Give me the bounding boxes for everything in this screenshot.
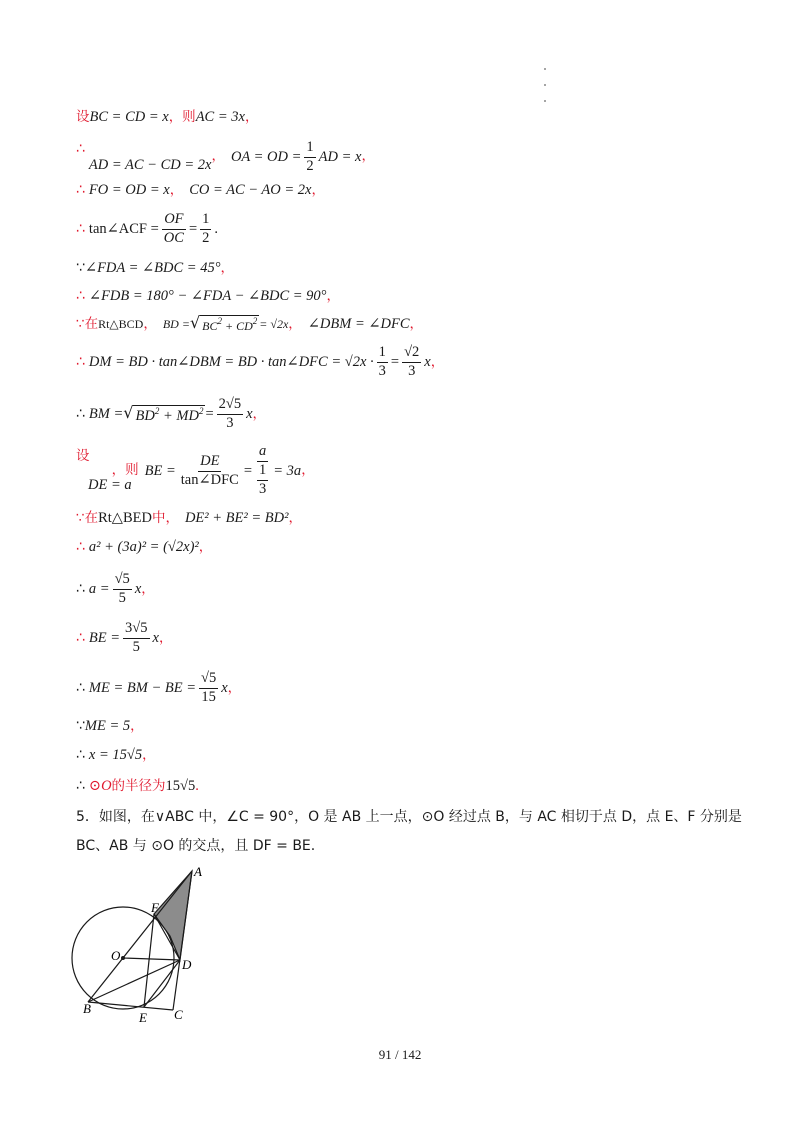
solution-line-7: ∵在 Rt△BCD ， BD = √ $BC^2 + CD^2$ = √2x ， ∠DBM = ∠DFC ， [76, 313, 424, 333]
solution-line-8: ∴ DM = BD · tan∠DBM = BD · tan∠DFC = √2x · $\frac{1}{3}$ = $\frac{√2}{3}$ x ， [76, 344, 445, 379]
label-f: F [151, 900, 159, 915]
solution-line-13: ∴ a = $\frac{√5}{5}$ x ， [76, 571, 155, 606]
fraction: $\frac{2√5}{3}$ [218, 396, 242, 431]
page-number: 91 / 142 [378, 1047, 422, 1062]
solution-line-18: ∴ ⊙O 的半径为 15√5 . [76, 777, 199, 795]
solution-line-12: ∴ a² + (3a)² = (√2x)² ， [76, 538, 213, 556]
fraction: $\frac{√5}{15}$ [201, 670, 217, 705]
fraction: $\frac{1}{2}$ [202, 211, 210, 246]
fraction: $\frac{DE}{\text{tan∠DFC}}$ [180, 452, 239, 488]
solution-line-4: ∴ tan∠ACF = $\frac{OF}{OC}$ = $\frac{1}{2}$ . [76, 211, 219, 246]
solution-line-11: ∵在 Rt△BED 中， DE² + BE² = BD² ， [76, 509, 302, 526]
label-b: B [83, 1001, 91, 1016]
center-point [121, 956, 125, 960]
label-c: C [174, 1007, 183, 1022]
problem-statement-line-1: 5．如图，在∨ABC 中，∠C = 90°，O 是 AB 上一点，⊙O 经过点 B，与 AC 相切于点 D，点 E、F 分别是 [76, 809, 742, 825]
fraction: $\frac{√5}{5}$ [114, 571, 130, 606]
solution-line-3: ∴ FO = OD = x ， CO = AC − AO = 2x ， [76, 181, 325, 199]
square-root: √ $BD^2 + MD^2$ [123, 402, 204, 424]
label-o: O [111, 948, 121, 963]
segment-bd [88, 960, 180, 1002]
fraction: $\frac{1}{3}$ [378, 344, 386, 379]
fraction: $\frac{3√5}{5}$ [125, 620, 148, 655]
solution-line-17: ∴ x = 15√5 ， [76, 746, 156, 764]
solution-line-1: 设 BC = CD = x ，则 AC = 3x ， [76, 108, 259, 125]
margin-dot [544, 84, 546, 86]
fraction: $\frac{a}{\frac{1}{3}}$ [259, 443, 267, 497]
solution-line-9: ∴ BM = √ $BD^2 + MD^2$ = $\frac{2√5}{3}$ x ， [76, 396, 267, 431]
geometry-figure [66, 862, 226, 1028]
solution-line-6: ∴ ∠FDB = 180° − ∠FDA − ∠BDC = 90° ， [76, 287, 340, 305]
segment-od [123, 958, 180, 960]
fraction: $\frac{1}{2}$ [306, 138, 314, 174]
solution-line-2: ∴ AD = AC − CD = 2x ， OA = OD = $\frac{1}{2}$ AD = x ， [76, 138, 375, 174]
label-d: D [182, 957, 192, 972]
problem-statement-line-2: BC、AB 与 ⊙O 的交点，且 DF = BE. [76, 838, 316, 854]
margin-dot [544, 68, 546, 70]
solution-line-14: ∴ BE = $\frac{3√5}{5}$ x ， [76, 620, 173, 655]
solution-line-15: ∴ ME = BM − BE = $\frac{√5}{15}$ x ， [76, 670, 242, 705]
solution-line-10: 设 DE = a ，则 BE = $\frac{DE}{\text{tan∠DFC}}$ = $\frac{a}{\frac{1}{3}}$ = 3a ， [76, 443, 315, 497]
solution-line-16: ∵ ME = 5 ， [76, 717, 144, 735]
fraction: $\frac{√2}{3}$ [404, 344, 420, 379]
label-e: E [139, 1010, 147, 1025]
square-root: √ $BC^2 + CD^2$ [189, 313, 258, 333]
segment-fe [144, 914, 154, 1007]
label-a: A [194, 864, 202, 879]
margin-dot [544, 100, 546, 102]
solution-line-5: ∵ ∠FDA = ∠BDC = 45° ， [76, 259, 235, 277]
fraction: $\frac{OF}{OC}$ [163, 211, 184, 246]
